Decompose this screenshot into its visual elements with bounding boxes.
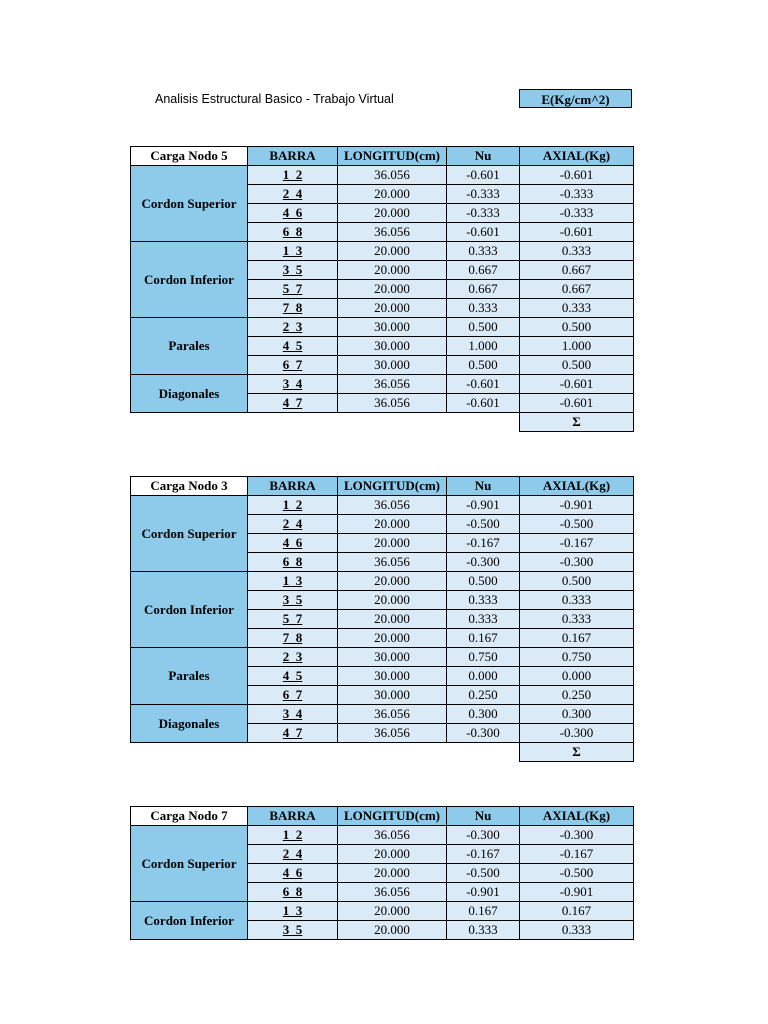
column-header-nu: Nu bbox=[447, 147, 520, 166]
cell-barra[interactable]: 3_5 bbox=[248, 261, 338, 280]
member-group-label: Cordon Inferior bbox=[131, 902, 248, 940]
column-header-longitud: LONGITUD(cm) bbox=[338, 807, 447, 826]
cell-barra[interactable]: 6_7 bbox=[248, 686, 338, 705]
cell-nu[interactable]: -0.333 bbox=[447, 185, 520, 204]
cell-barra[interactable]: 4_7 bbox=[248, 724, 338, 743]
cell-barra[interactable]: 6_8 bbox=[248, 223, 338, 242]
cell-longitud[interactable]: 20.000 bbox=[338, 864, 447, 883]
cell-axial[interactable]: 0.167 bbox=[520, 902, 634, 921]
header-row bbox=[131, 147, 634, 166]
cell-nu[interactable]: -0.901 bbox=[447, 496, 520, 515]
sum-cell[interactable]: Σ bbox=[520, 413, 634, 432]
cell-longitud[interactable]: 36.056 bbox=[338, 166, 447, 185]
page-title: Analisis Estructural Basico - Trabajo Virtual bbox=[155, 92, 394, 106]
column-header-barra: BARRA bbox=[248, 147, 338, 166]
cell-barra[interactable]: 1_2 bbox=[248, 496, 338, 515]
cell-longitud[interactable]: 20.000 bbox=[338, 845, 447, 864]
cell-barra[interactable]: 4_6 bbox=[248, 204, 338, 223]
cell-longitud[interactable]: 36.056 bbox=[338, 394, 447, 413]
cell-nu[interactable]: 0.167 bbox=[447, 902, 520, 921]
column-header-axial: AXIAL(Kg) bbox=[520, 477, 634, 496]
cell-longitud[interactable]: 30.000 bbox=[338, 318, 447, 337]
cell-axial[interactable]: 0.333 bbox=[520, 299, 634, 318]
table-row bbox=[131, 572, 634, 591]
member-group-label: Diagonales bbox=[131, 705, 248, 743]
column-header-barra: BARRA bbox=[248, 477, 338, 496]
member-group-label: Parales bbox=[131, 648, 248, 705]
cell-nu[interactable]: -0.500 bbox=[447, 515, 520, 534]
cell-barra[interactable]: 3_4 bbox=[248, 375, 338, 394]
cell-nu[interactable]: -0.167 bbox=[447, 534, 520, 553]
cell-longitud[interactable]: 30.000 bbox=[338, 686, 447, 705]
empty-cell bbox=[447, 413, 520, 432]
cell-barra[interactable]: 6_8 bbox=[248, 553, 338, 572]
cell-barra[interactable]: 3_5 bbox=[248, 921, 338, 940]
cell-longitud[interactable]: 20.000 bbox=[338, 610, 447, 629]
table-row bbox=[131, 375, 634, 394]
cell-axial[interactable]: -0.167 bbox=[520, 845, 634, 864]
member-group-label: Cordon Inferior bbox=[131, 242, 248, 318]
empty-cell bbox=[447, 743, 520, 762]
cell-barra[interactable]: 1_3 bbox=[248, 242, 338, 261]
empty-cell bbox=[248, 413, 338, 432]
cell-barra[interactable]: 2_4 bbox=[248, 185, 338, 204]
column-header-axial: AXIAL(Kg) bbox=[520, 807, 634, 826]
cell-axial[interactable]: -0.901 bbox=[520, 496, 634, 515]
cell-nu[interactable]: -0.901 bbox=[447, 883, 520, 902]
data-table bbox=[130, 146, 634, 432]
cell-axial[interactable]: -0.601 bbox=[520, 375, 634, 394]
cell-nu[interactable]: 0.667 bbox=[447, 261, 520, 280]
cell-nu[interactable]: -0.300 bbox=[447, 826, 520, 845]
cell-nu[interactable]: 0.250 bbox=[447, 686, 520, 705]
cell-longitud[interactable]: 36.056 bbox=[338, 883, 447, 902]
member-group-label: Diagonales bbox=[131, 375, 248, 413]
cell-axial[interactable]: -0.167 bbox=[520, 534, 634, 553]
cell-axial[interactable]: 0.333 bbox=[520, 242, 634, 261]
column-header-longitud: LONGITUD(cm) bbox=[338, 147, 447, 166]
column-header-nu: Nu bbox=[447, 807, 520, 826]
cell-longitud[interactable]: 20.000 bbox=[338, 261, 447, 280]
load-case-label: Carga Nodo 5 bbox=[131, 147, 248, 166]
cell-axial[interactable]: -0.300 bbox=[520, 724, 634, 743]
cell-axial[interactable]: 0.667 bbox=[520, 261, 634, 280]
cell-longitud[interactable]: 30.000 bbox=[338, 667, 447, 686]
cell-barra[interactable]: 4_6 bbox=[248, 534, 338, 553]
member-group-label: Cordon Inferior bbox=[131, 572, 248, 648]
cell-nu[interactable]: -0.167 bbox=[447, 845, 520, 864]
cell-longitud[interactable]: 20.000 bbox=[338, 921, 447, 940]
cell-barra[interactable]: 2_4 bbox=[248, 515, 338, 534]
cell-axial[interactable]: -0.601 bbox=[520, 223, 634, 242]
header-row bbox=[131, 807, 634, 826]
table-row bbox=[131, 318, 634, 337]
cell-nu[interactable]: 1.000 bbox=[447, 337, 520, 356]
cell-axial[interactable]: 0.667 bbox=[520, 280, 634, 299]
table-row bbox=[131, 902, 634, 921]
sum-row bbox=[131, 413, 634, 432]
cell-longitud[interactable]: 36.056 bbox=[338, 553, 447, 572]
cell-nu[interactable]: 0.500 bbox=[447, 572, 520, 591]
cell-longitud[interactable]: 20.000 bbox=[338, 299, 447, 318]
cell-barra[interactable]: 4_5 bbox=[248, 667, 338, 686]
cell-longitud[interactable]: 20.000 bbox=[338, 242, 447, 261]
cell-axial[interactable]: 0.167 bbox=[520, 629, 634, 648]
cell-barra[interactable]: 4_6 bbox=[248, 864, 338, 883]
cell-longitud[interactable]: 20.000 bbox=[338, 185, 447, 204]
modulus-label[interactable]: E(Kg/cm^2) bbox=[519, 89, 632, 108]
table-row bbox=[131, 648, 634, 667]
cell-axial[interactable]: 0.300 bbox=[520, 705, 634, 724]
cell-longitud[interactable]: 36.056 bbox=[338, 705, 447, 724]
cell-nu[interactable]: -0.300 bbox=[447, 553, 520, 572]
cell-longitud[interactable]: 20.000 bbox=[338, 204, 447, 223]
cell-axial[interactable]: 1.000 bbox=[520, 337, 634, 356]
header-row bbox=[131, 477, 634, 496]
cell-nu[interactable]: 0.167 bbox=[447, 629, 520, 648]
cell-axial[interactable]: -0.300 bbox=[520, 826, 634, 845]
cell-nu[interactable]: -0.500 bbox=[447, 864, 520, 883]
cell-barra[interactable]: 7_8 bbox=[248, 299, 338, 318]
cell-longitud[interactable]: 20.000 bbox=[338, 572, 447, 591]
table-carga-nodo-7 bbox=[130, 806, 634, 940]
cell-axial[interactable]: -0.500 bbox=[520, 515, 634, 534]
cell-nu[interactable]: 0.333 bbox=[447, 610, 520, 629]
cell-axial[interactable]: 0.500 bbox=[520, 318, 634, 337]
cell-nu[interactable]: -0.601 bbox=[447, 375, 520, 394]
cell-axial[interactable]: -0.901 bbox=[520, 883, 634, 902]
empty-cell bbox=[338, 413, 447, 432]
cell-longitud[interactable]: 30.000 bbox=[338, 337, 447, 356]
cell-nu[interactable]: -0.601 bbox=[447, 394, 520, 413]
table-row bbox=[131, 166, 634, 185]
table-carga-nodo-3 bbox=[130, 476, 634, 762]
load-case-label: Carga Nodo 7 bbox=[131, 807, 248, 826]
cell-axial[interactable]: 0.333 bbox=[520, 591, 634, 610]
cell-nu[interactable]: -0.601 bbox=[447, 166, 520, 185]
member-group-label: Cordon Superior bbox=[131, 166, 248, 242]
column-header-axial: AXIAL(Kg) bbox=[520, 147, 634, 166]
cell-nu[interactable]: 0.667 bbox=[447, 280, 520, 299]
cell-barra[interactable]: 1_2 bbox=[248, 166, 338, 185]
cell-nu[interactable]: -0.601 bbox=[447, 223, 520, 242]
cell-nu[interactable]: 0.300 bbox=[447, 705, 520, 724]
cell-nu[interactable]: -0.300 bbox=[447, 724, 520, 743]
cell-barra[interactable]: 5_7 bbox=[248, 610, 338, 629]
cell-nu[interactable]: 0.333 bbox=[447, 299, 520, 318]
cell-axial[interactable]: -0.601 bbox=[520, 166, 634, 185]
member-group-label: Cordon Superior bbox=[131, 826, 248, 902]
cell-nu[interactable]: 0.500 bbox=[447, 318, 520, 337]
cell-barra[interactable]: 1_3 bbox=[248, 902, 338, 921]
cell-nu[interactable]: 0.333 bbox=[447, 242, 520, 261]
cell-barra[interactable]: 6_8 bbox=[248, 883, 338, 902]
cell-axial[interactable]: 0.500 bbox=[520, 356, 634, 375]
cell-barra[interactable]: 5_7 bbox=[248, 280, 338, 299]
data-table bbox=[130, 806, 634, 940]
empty-cell bbox=[248, 743, 338, 762]
cell-nu[interactable]: 0.500 bbox=[447, 356, 520, 375]
cell-axial[interactable]: -0.500 bbox=[520, 864, 634, 883]
column-header-longitud: LONGITUD(cm) bbox=[338, 477, 447, 496]
cell-longitud[interactable]: 36.056 bbox=[338, 496, 447, 515]
cell-barra[interactable]: 3_4 bbox=[248, 705, 338, 724]
cell-barra[interactable]: 1_2 bbox=[248, 826, 338, 845]
cell-longitud[interactable]: 36.056 bbox=[338, 223, 447, 242]
cell-longitud[interactable]: 36.056 bbox=[338, 375, 447, 394]
cell-axial[interactable]: -0.300 bbox=[520, 553, 634, 572]
cell-axial[interactable]: 0.333 bbox=[520, 610, 634, 629]
cell-nu[interactable]: 0.750 bbox=[447, 648, 520, 667]
cell-longitud[interactable]: 36.056 bbox=[338, 826, 447, 845]
cell-axial[interactable]: 0.250 bbox=[520, 686, 634, 705]
sum-row bbox=[131, 743, 634, 762]
table-row bbox=[131, 826, 634, 845]
cell-axial[interactable]: 0.000 bbox=[520, 667, 634, 686]
cell-barra[interactable]: 2_3 bbox=[248, 318, 338, 337]
table-carga-nodo-5 bbox=[130, 146, 634, 432]
cell-longitud[interactable]: 20.000 bbox=[338, 902, 447, 921]
cell-longitud[interactable]: 36.056 bbox=[338, 724, 447, 743]
cell-barra[interactable]: 6_7 bbox=[248, 356, 338, 375]
cell-longitud[interactable]: 20.000 bbox=[338, 591, 447, 610]
cell-longitud[interactable]: 20.000 bbox=[338, 280, 447, 299]
member-group-label: Parales bbox=[131, 318, 248, 375]
cell-barra[interactable]: 4_5 bbox=[248, 337, 338, 356]
table-row bbox=[131, 242, 634, 261]
data-table bbox=[130, 476, 634, 762]
cell-nu[interactable]: 0.333 bbox=[447, 591, 520, 610]
load-case-label: Carga Nodo 3 bbox=[131, 477, 248, 496]
cell-axial[interactable]: 0.500 bbox=[520, 572, 634, 591]
column-header-barra: BARRA bbox=[248, 807, 338, 826]
table-row bbox=[131, 496, 634, 515]
cell-axial[interactable]: 0.750 bbox=[520, 648, 634, 667]
table-row bbox=[131, 705, 634, 724]
cell-barra[interactable]: 7_8 bbox=[248, 629, 338, 648]
empty-cell bbox=[338, 743, 447, 762]
cell-barra[interactable]: 3_5 bbox=[248, 591, 338, 610]
cell-nu[interactable]: -0.333 bbox=[447, 204, 520, 223]
empty-cell bbox=[131, 743, 248, 762]
cell-longitud[interactable]: 20.000 bbox=[338, 629, 447, 648]
cell-axial[interactable]: -0.601 bbox=[520, 394, 634, 413]
cell-axial[interactable]: -0.333 bbox=[520, 185, 634, 204]
cell-longitud[interactable]: 20.000 bbox=[338, 534, 447, 553]
sum-cell[interactable]: Σ bbox=[520, 743, 634, 762]
cell-longitud[interactable]: 30.000 bbox=[338, 356, 447, 375]
empty-cell bbox=[131, 413, 248, 432]
cell-nu[interactable]: 0.333 bbox=[447, 921, 520, 940]
cell-axial[interactable]: -0.333 bbox=[520, 204, 634, 223]
cell-longitud[interactable]: 30.000 bbox=[338, 648, 447, 667]
cell-axial[interactable]: 0.333 bbox=[520, 921, 634, 940]
cell-barra[interactable]: 2_3 bbox=[248, 648, 338, 667]
cell-barra[interactable]: 2_4 bbox=[248, 845, 338, 864]
member-group-label: Cordon Superior bbox=[131, 496, 248, 572]
cell-nu[interactable]: 0.000 bbox=[447, 667, 520, 686]
cell-longitud[interactable]: 20.000 bbox=[338, 515, 447, 534]
cell-barra[interactable]: 4_7 bbox=[248, 394, 338, 413]
cell-barra[interactable]: 1_3 bbox=[248, 572, 338, 591]
column-header-nu: Nu bbox=[447, 477, 520, 496]
